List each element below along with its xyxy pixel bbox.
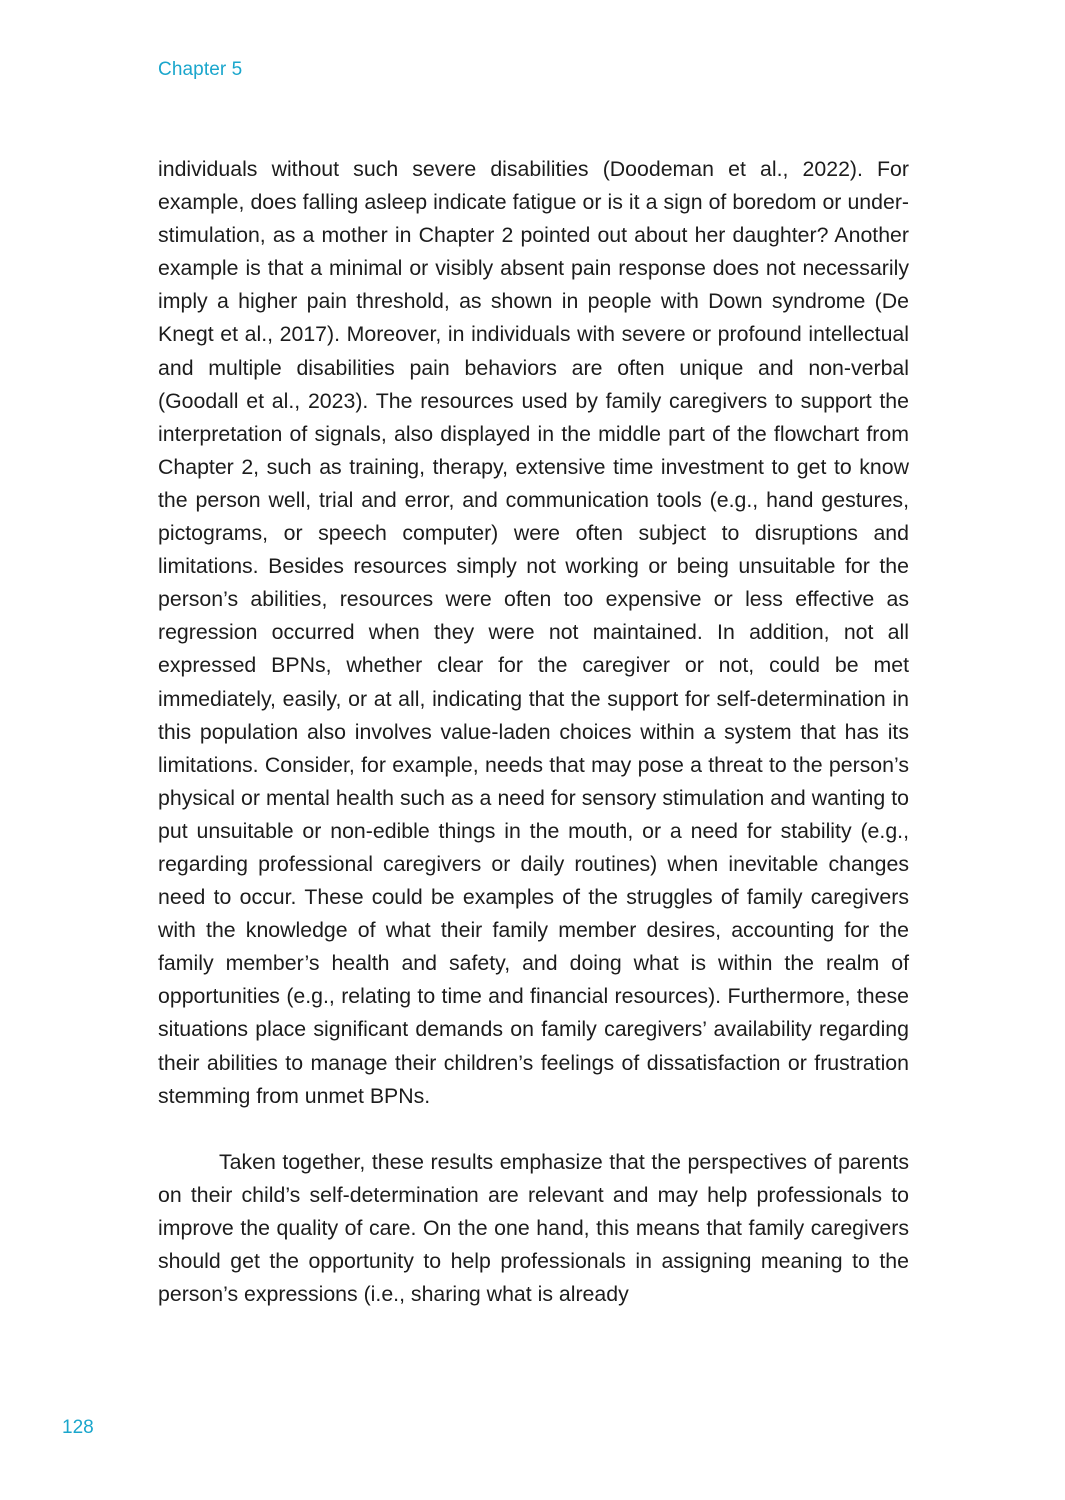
body-text bbox=[158, 153, 909, 1311]
paragraph: individuals without such severe disabilities (Doodeman et al., 2022). For example, does falling asleep indicate fatigue or is it a sign of boredom or under-stimulation, as a mother in Chapter 2 pointed out about her daughter? Another example is that a minimal or visibly absent pain response does not necessarily imply a higher pain threshold, as shown in people with Down syndrome (De Knegt et al., 2017). Moreover, in individuals with severe or profound intellectual and multiple disabilities pain behaviors are often unique and non-verbal (Goodall et al., 2023). The resources used by family caregivers to support the interpretation of signals, also displayed in the middle part of the flowchart from Chapter 2, such as training, therapy, extensive time investment to get to know the person well, trial and error, and communication tools (e.g., hand gestures, pictograms, or speech computer) were often subject to disruptions and limitations. Besides resources simply not working or being unsuitable for the person’s abilities, resources were often too expensive or less effective as regression occurred when they were not maintained. In addition, not all expressed BPNs, whether clear for the caregiver or not, could be met immediately, easily, or at all, indicating that the support for self-determination in this population also involves value-laden choices within a system that has its limitations. Consider, for example, needs that may pose a threat to the person’s physical or mental health such as a need for sensory stimulation and wanting to put unsuitable or non-edible things in the mouth, or a need for stability (e.g., regarding professional caregivers or daily routines) when inevitable changes need to occur. These could be examples of the struggles of family caregivers with the knowledge of what their family member desires, accounting for the family member’s health and safety, and doing what is within the realm of opportunities (e.g., relating to time and financial resources). Furthermore, these situations place significant demands on family caregivers’ availability regarding their abilities to manage their children’s feelings of dissatisfaction or frustration stemming from unmet BPNs. bbox=[158, 157, 909, 1108]
paragraph: Taken together, these results emphasize that the perspectives of parents on their child’s self-determination are relevant and may help professionals to improve the quality of care. On the one hand, this means that family caregivers should get the opportunity to help professionals in assigning meaning to the person’s expressions (i.e., sharing what is already bbox=[158, 1149, 909, 1307]
page-number: 128 bbox=[62, 1417, 94, 1438]
running-head-chapter: Chapter 5 bbox=[158, 59, 243, 80]
